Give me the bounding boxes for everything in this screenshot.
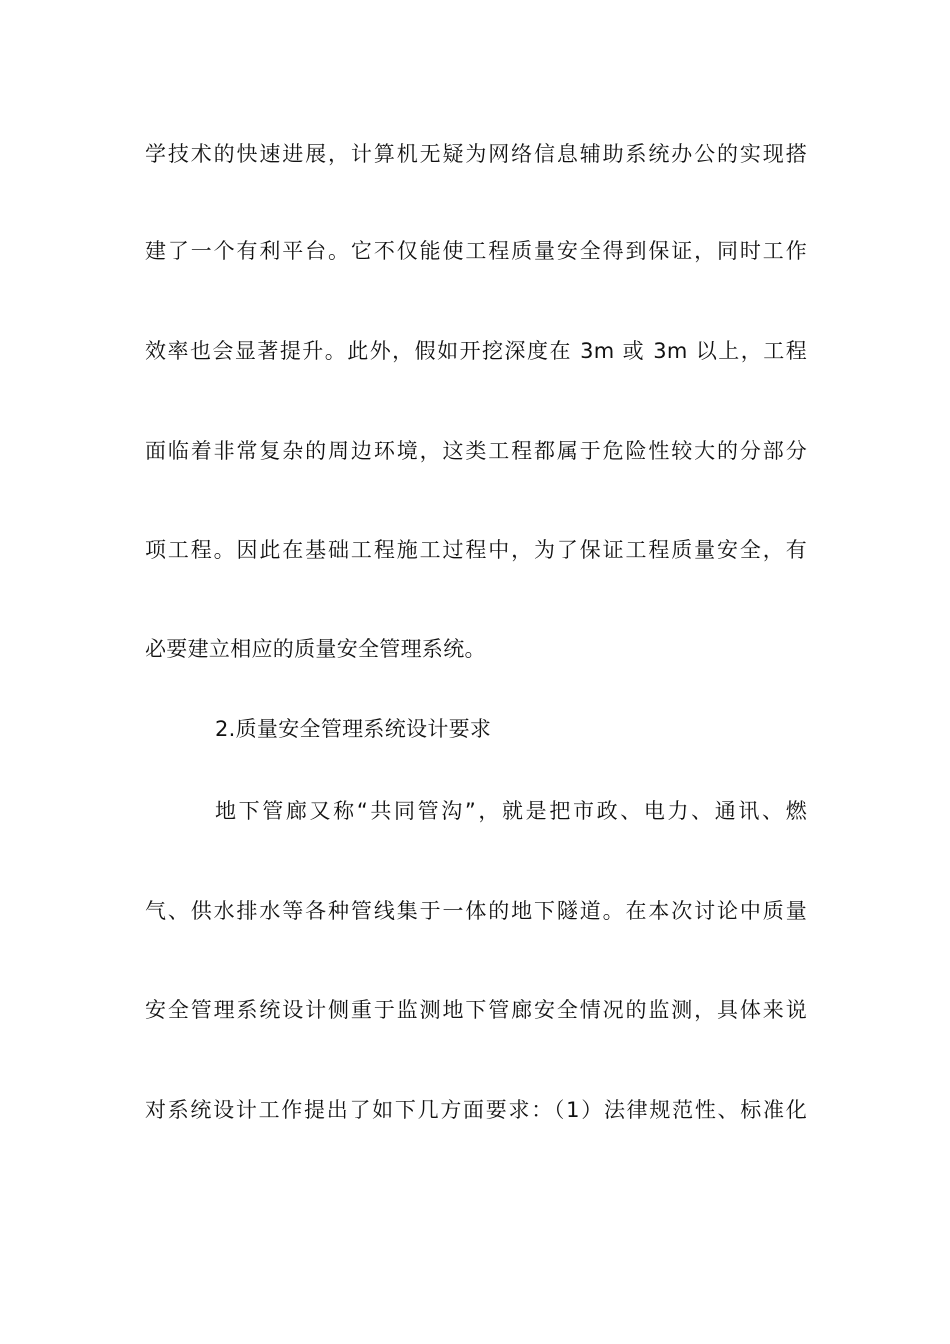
- paragraph-line: 气、供水排水等各种管线集于一体的地下隧道。在本次讨论中质量: [145, 899, 807, 923]
- paragraph-line: 效率也会显著提升。此外，假如开挖深度在 3m 或 3m 以上，工程: [145, 339, 807, 363]
- section-heading: 2.质量安全管理系统设计要求: [215, 717, 492, 741]
- paragraph-line: 建了一个有利平台。它不仅能使工程质量安全得到保证，同时工作: [145, 239, 807, 263]
- paragraph-line: 学技术的快速进展，计算机无疑为网络信息辅助系统办公的实现搭: [145, 142, 807, 166]
- paragraph-line: 地下管廊又称“共同管沟”，就是把市政、电力、通讯、燃: [215, 799, 807, 823]
- paragraph-line: 对系统设计工作提出了如下几方面要求：（1）法律规范性、标准化: [145, 1098, 807, 1122]
- paragraph-line: 必要建立相应的质量安全管理系统。: [145, 637, 486, 661]
- paragraph-line: 安全管理系统设计侧重于监测地下管廊安全情况的监测，具体来说: [145, 998, 807, 1022]
- paragraph-line: 项工程。因此在基础工程施工过程中，为了保证工程质量安全，有: [145, 538, 807, 562]
- paragraph-line: 面临着非常复杂的周边环境，这类工程都属于危险性较大的分部分: [145, 439, 807, 463]
